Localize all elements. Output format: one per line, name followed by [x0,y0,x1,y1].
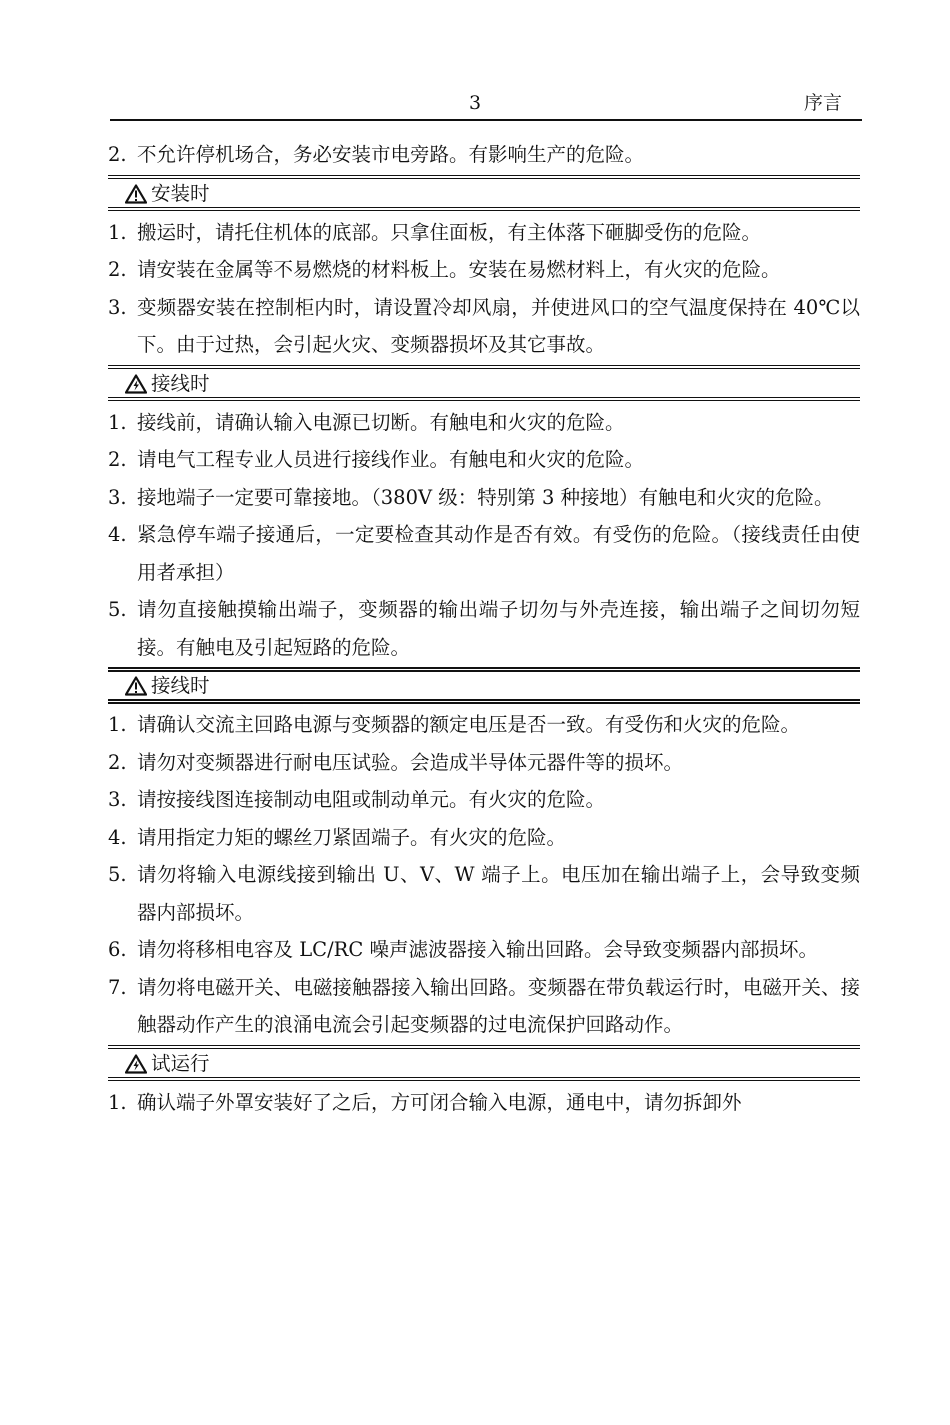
item-text: 紧急停车端子接通后，一定要检查其动作是否有效。有受伤的危险。（接线责任由使用者承担） [137,523,860,584]
item-number: 5 . [108,591,134,629]
item-number: 1 . [108,404,134,442]
section-header-install [108,174,860,214]
item-text: 接地端子一定要可靠接地。（380V 级：特别第 3 种接地）有触电和火灾的危险。 [137,485,834,509]
list-item [108,479,860,517]
page-number: 3 [468,92,482,114]
item-number: 4 . [108,516,134,554]
item-number: 2 . [108,251,134,289]
list-item [108,706,860,744]
item-number: 7 . [108,969,134,1007]
list-item [108,441,860,479]
item-text: 请用指定力矩的螺丝刀紧固端子。有火灾的危险。 [137,825,567,849]
item-text: 不允许停机场合，务必安装市电旁路。有影响生产的危险。 [137,143,645,166]
section-title: 安装时 [151,181,210,205]
list-item [108,781,860,819]
high-voltage-warning-icon [125,374,147,394]
item-number: 3 . [108,289,134,327]
item-number: 2 . [108,441,134,479]
item-text: 请勿对变频器进行耐电压试验。会造成半导体元器件等的损坏。 [137,750,684,774]
list-item [108,1084,860,1122]
item-text: 请按接线图连接制动电阻或制动单元。有火灾的危险。 [137,788,606,811]
item-text: 请安装在金属等不易燃烧的材料板上。安装在易燃材料上，有火灾的危险。 [137,258,781,281]
item-text: 请勿将输入电源线接到输出 U、V、W 端子上。电压加在输出端子上，会导致变频器内部损坏。 [137,863,860,924]
warning-triangle-icon [125,184,147,204]
section-header-trial-run [108,1044,860,1084]
warning-triangle-icon [125,676,147,696]
item-number: 6 . [108,931,134,969]
item-number: 3 . [108,479,134,517]
section-header-wiring [108,364,860,404]
chapter-title: 序言 [803,92,842,114]
list-item [108,136,860,174]
list-item [108,214,860,252]
list-item [108,819,860,857]
item-number: 4 . [108,819,134,857]
item-text: 请勿将移相电容及 LC/RC 噪声滤波器接入输出回路。会导致变频器内部损坏。 [137,938,818,961]
item-text: 请确认交流主回路电源与变频器的额定电压是否一致。有受伤和火灾的危险。 [137,713,801,736]
item-number: 1 . [108,214,134,252]
list-item [108,591,860,666]
item-text: 请勿直接触摸输出端子，变频器的输出端子切勿与外壳连接，输出端子之间切勿短接。有触电及引起短路的危险。 [137,598,860,659]
item-text: 确认端子外罩安装好了之后，方可闭合输入电源，通电中，请勿拆卸外 [137,1090,742,1114]
list-item [108,251,860,289]
item-text: 搬运时，请托住机体的底部。只拿住面板，有主体落下砸脚受伤的危险。 [137,220,762,244]
high-voltage-warning-icon [125,1054,147,1074]
item-number: 1 . [108,706,134,744]
section-title: 接线时 [151,371,210,395]
header-rule [110,119,862,121]
item-number: 3 . [108,781,134,819]
list-item [108,744,860,782]
item-number: 1 . [108,1084,134,1122]
list-item [108,289,860,364]
section-title: 接线时 [151,674,210,697]
item-text: 接线前，请确认输入电源已切断。有触电和火灾的危险。 [137,410,625,434]
list-item [108,516,860,591]
list-item [108,931,860,969]
section-header-wiring-caution [108,666,860,706]
item-number: 2 . [108,744,134,782]
section-title: 试运行 [151,1051,210,1075]
list-item [108,969,860,1044]
list-item [108,856,860,931]
item-text: 变频器安装在控制柜内时，请设置冷却风扇，并使进风口的空气温度保持在 40℃以下。由于过热，会引起火灾、变频器损坏及其它事故。 [137,295,860,356]
document-body [108,136,860,1121]
item-number: 5 . [108,856,134,894]
list-item [108,404,860,442]
item-text: 请电气工程专业人员进行接线作业。有触电和火灾的危险。 [137,448,645,471]
item-text: 请勿将电磁开关、电磁接触器接入输出回路。变频器在带负载运行时，电磁开关、接触器动作产生的浪涌电流会引起变频器的过电流保护回路动作。 [137,975,860,1036]
item-number: 2 . [108,136,134,174]
